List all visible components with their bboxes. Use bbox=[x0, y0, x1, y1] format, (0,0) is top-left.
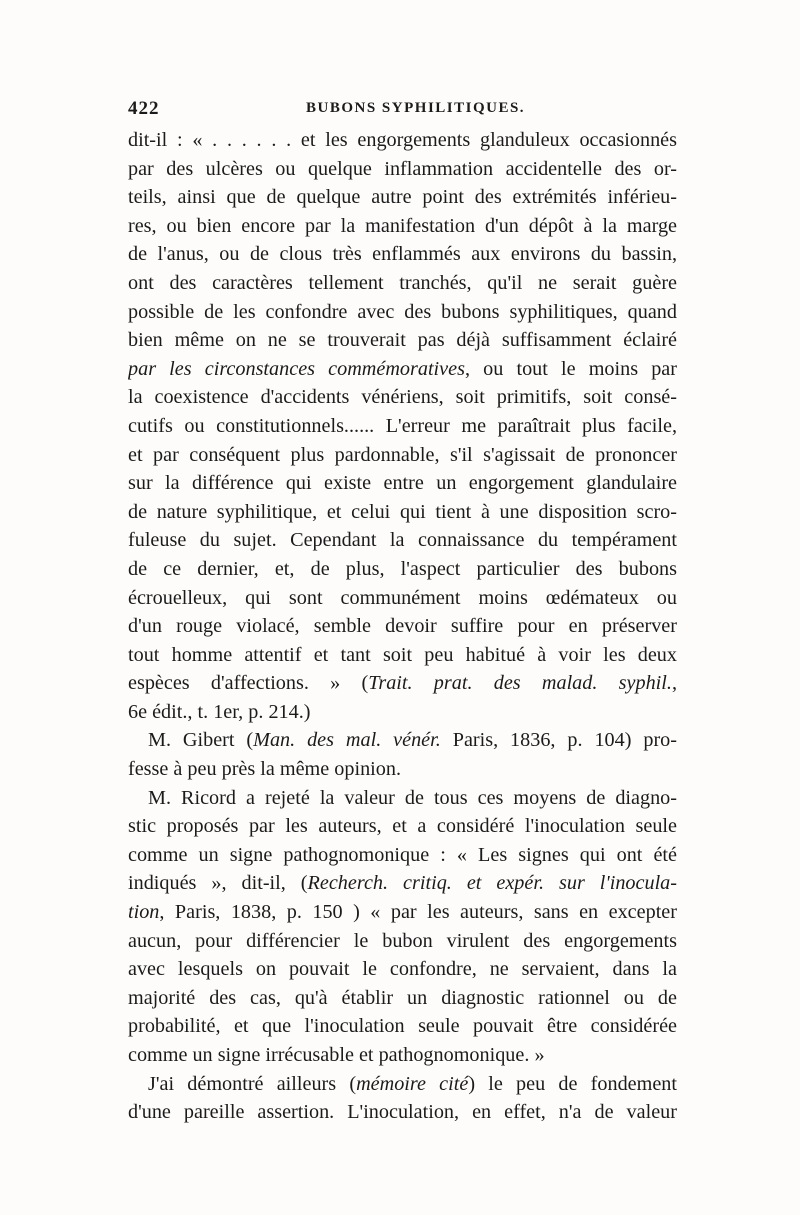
text-line bbox=[128, 641, 677, 670]
text-segment: espèces d'affections. » ( bbox=[128, 672, 369, 695]
text-segment: la coexistence d'accidents vénériens, soit primitifs, soit consé- bbox=[128, 386, 677, 409]
text-line bbox=[128, 584, 677, 613]
page-number: 422 bbox=[128, 98, 160, 119]
text-segment: d'un rouge violacé, semble devoir suffire pour en préserver bbox=[128, 615, 677, 638]
text-line bbox=[128, 383, 677, 412]
text-segment: possible de les confondre avec des bubons syphilitiques, quand bbox=[128, 300, 677, 323]
text-segment: probabilité, et que l'inoculation seule pouvait être considérée bbox=[128, 1015, 677, 1038]
body-text bbox=[128, 126, 677, 1127]
text-line bbox=[128, 984, 677, 1013]
text-line bbox=[128, 441, 677, 470]
text-line bbox=[128, 355, 677, 384]
text-line bbox=[128, 240, 677, 269]
italic-segment: mémoire cité bbox=[356, 1072, 469, 1095]
text-line bbox=[128, 927, 677, 956]
italic-segment: Trait. prat. des malad. syphil. bbox=[368, 672, 672, 695]
running-title: BUBONS SYPHILITIQUES. bbox=[306, 100, 526, 116]
text-segment: indiqués », dit-il, ( bbox=[128, 872, 308, 895]
text-segment: ) le peu de fondement bbox=[468, 1072, 677, 1095]
text-line bbox=[128, 212, 677, 241]
text-segment: ont des caractères tellement tranchés, qu'il ne serait guère bbox=[128, 271, 677, 294]
italic-segment: par les circonstances commémoratives bbox=[128, 357, 465, 380]
text-line bbox=[128, 1041, 677, 1070]
text-segment: dit-il : « . . . . . . et les engorgements glanduleux occasionnés bbox=[128, 129, 677, 151]
text-segment: aucun, pour différencier le bubon virulent des engorgements bbox=[128, 929, 677, 952]
text-segment: majorité des cas, qu'à établir un diagnostic rationnel ou de bbox=[128, 986, 677, 1009]
text-segment: stic proposés par les auteurs, et a considéré l'inoculation seule bbox=[128, 815, 677, 838]
text-line bbox=[128, 898, 677, 927]
text-segment: bien même on ne se trouverait pas déjà suffisamment éclairé bbox=[128, 329, 677, 352]
text-line bbox=[128, 955, 677, 984]
text-line bbox=[128, 298, 677, 327]
text-segment: , bbox=[671, 672, 677, 695]
text-line bbox=[128, 412, 677, 441]
text-segment: J'ai démontré ailleurs ( bbox=[148, 1072, 357, 1095]
text-segment: comme un signe irrécusable et pathognomonique. » bbox=[128, 1044, 545, 1066]
text-segment: de ce dernier, et, de plus, l'aspect particulier des bubons bbox=[128, 557, 677, 580]
text-line bbox=[128, 155, 677, 184]
text-line bbox=[128, 1012, 677, 1041]
text-line bbox=[128, 469, 677, 498]
text-segment: fesse à peu près la même opinion. bbox=[128, 758, 402, 781]
text-segment: M. Gibert ( bbox=[148, 729, 254, 752]
text-segment: res, ou bien encore par la manifestation d'un dépôt à la marge bbox=[128, 214, 677, 237]
text-segment: par des ulcères ou quelque inflammation accidentelle des or- bbox=[128, 157, 677, 180]
text-line bbox=[128, 183, 677, 212]
text-line bbox=[128, 869, 677, 898]
text-segment: fuleuse du sujet. Cependant la connaissance du tempérament bbox=[128, 529, 677, 552]
italic-segment: tion bbox=[128, 901, 160, 924]
text-segment: , Paris, 1838, p. 150 ) « par les auteurs, sans en excepter bbox=[159, 901, 677, 924]
text-segment: cutifs ou constitutionnels...... L'erreur me paraîtrait plus facile, bbox=[128, 414, 677, 437]
text-segment: de nature syphilitique, et celui qui tient à une disposition scro- bbox=[128, 500, 677, 523]
text-line bbox=[128, 755, 677, 784]
text-line bbox=[128, 784, 677, 813]
text-segment: de l'anus, ou de clous très enflammés aux environs du bassin, bbox=[128, 243, 677, 266]
text-line bbox=[128, 812, 677, 841]
text-segment: écrouelleux, qui sont communément moins œdémateux ou bbox=[128, 586, 677, 609]
text-segment: comme un signe pathognomonique : « Les signes qui ont été bbox=[128, 843, 677, 866]
italic-segment: Man. des mal. vénér. bbox=[253, 729, 441, 752]
italic-segment: Recherch. critiq. et expér. sur l'inocula- bbox=[307, 872, 677, 895]
text-line bbox=[128, 526, 677, 555]
page-header bbox=[128, 98, 678, 122]
text-segment: sur la différence qui existe entre un engorgement glandulaire bbox=[128, 472, 677, 495]
text-segment: Paris, 1836, p. 104) pro- bbox=[440, 729, 677, 752]
text-line bbox=[128, 841, 677, 870]
text-line bbox=[128, 1070, 677, 1099]
text-line bbox=[128, 555, 677, 584]
text-segment: d'une pareille assertion. L'inoculation, en effet, n'a de valeur bbox=[128, 1101, 677, 1124]
text-line bbox=[128, 612, 677, 641]
text-line bbox=[128, 1098, 677, 1127]
text-segment: M. Ricord a rejeté la valeur de tous ces moyens de diagno- bbox=[148, 786, 677, 809]
text-segment: avec lesquels on pouvait le confondre, ne servaient, dans la bbox=[128, 958, 677, 981]
text-line bbox=[128, 269, 677, 298]
text-segment: 6e édit., t. 1er, p. 214.) bbox=[128, 700, 311, 723]
text-segment: teils, ainsi que de quelque autre point des extrémités inférieu- bbox=[128, 186, 677, 209]
text-segment: , ou tout le moins par bbox=[464, 357, 677, 380]
text-line bbox=[128, 126, 677, 155]
text-line bbox=[128, 698, 677, 727]
text-line bbox=[128, 669, 677, 698]
text-segment: tout homme attentif et tant soit peu habitué à voir les deux bbox=[128, 643, 677, 666]
text-segment: et par conséquent plus pardonnable, s'il s'agissait de prononcer bbox=[128, 443, 677, 466]
text-line bbox=[128, 326, 677, 355]
text-line bbox=[128, 498, 677, 527]
text-line bbox=[128, 726, 677, 755]
